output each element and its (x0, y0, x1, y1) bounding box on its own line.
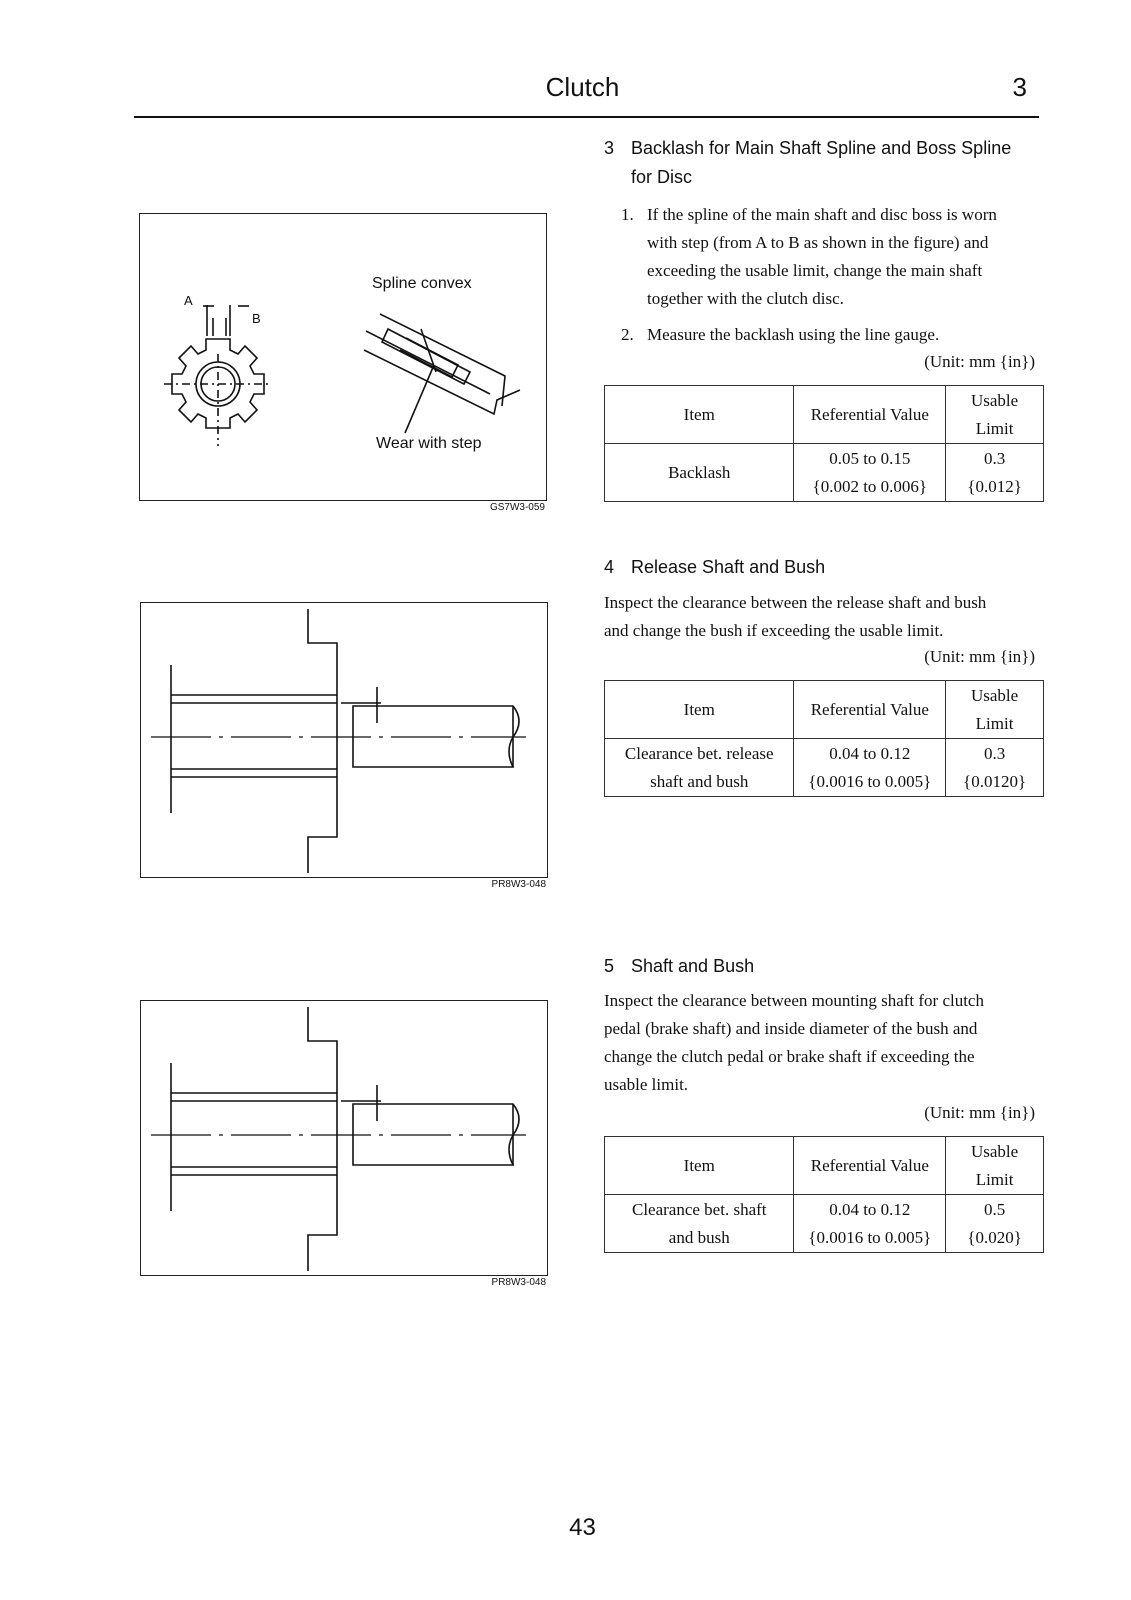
text-line: 0.3 (983, 448, 1006, 468)
table-cell-limit (946, 739, 1044, 797)
section-3-title-line2: for Disc (631, 167, 693, 187)
section-4-number: 4 (604, 557, 615, 577)
table-cell-limit (946, 444, 1044, 502)
section-5-title: Shaft and Bush (631, 956, 755, 976)
text-line: with step (from A to B as shown in the figure) and (647, 233, 989, 252)
text-line: 0.05 to 0.15 (829, 448, 911, 468)
spline-diagram (140, 214, 546, 500)
section-4-spec-table (604, 680, 1044, 797)
table-row (605, 1195, 1044, 1253)
text-line: 0.3 (983, 743, 1006, 763)
shaft-bush-diagram-2 (141, 1001, 547, 1275)
section-3-spec-table (604, 385, 1044, 502)
table-header-row (605, 386, 1044, 444)
text-line: Inspect the clearance between mounting shaft for clutch (604, 991, 984, 1010)
section-5-spec-table (604, 1136, 1044, 1253)
label-b: B (252, 311, 261, 326)
section-4-text (604, 589, 1044, 645)
table-header-ref: Referential Value (794, 681, 946, 739)
text-line: {0.0016 to 0.005} (808, 771, 932, 791)
text-line: 0.04 to 0.12 (829, 1199, 911, 1219)
text-line: Inspect the clearance between the release shaft and bush (604, 593, 987, 612)
table-cell-item (605, 739, 794, 797)
spline-figure (139, 213, 547, 501)
text-line: together with the clutch disc. (647, 289, 844, 308)
table-row (605, 444, 1044, 502)
section-5-number: 5 (604, 956, 615, 976)
section-3-item-2-num: 2. (621, 325, 634, 344)
section-3-item-2-text: Measure the backlash using the line gauge. (647, 325, 940, 344)
section-3-unit: (Unit: mm {in}) (924, 352, 1035, 371)
section-4-title: Release Shaft and Bush (631, 557, 826, 577)
table-header-row (605, 681, 1044, 739)
text-line: shaft and bush (650, 771, 749, 791)
table-row (605, 739, 1044, 797)
table-header-row (605, 1137, 1044, 1195)
table-header-item: Item (605, 681, 794, 739)
text-line: exceeding the usable limit, change the main shaft (647, 261, 983, 280)
text-line: {0.012} (967, 476, 1022, 496)
page-title: Clutch (545, 72, 620, 102)
text-line: and bush (668, 1227, 730, 1247)
table-header-limit (946, 681, 1044, 739)
section-5-text (604, 987, 1044, 1099)
section-3-number: 3 (604, 138, 615, 158)
section-3-title-line1: Backlash for Main Shaft Spline and Boss Spline (631, 138, 1012, 158)
text-line: 0.04 to 0.12 (829, 743, 911, 763)
table-cell-limit (946, 1195, 1044, 1253)
text-line: Backlash (668, 462, 731, 482)
section-3-title (631, 134, 1051, 192)
label-spline-convex: Spline convex (372, 275, 472, 292)
header-rule (134, 116, 1039, 118)
pedal-shaft-figure (140, 1000, 548, 1276)
table-header-ref: Referential Value (794, 386, 946, 444)
table-cell-item (605, 1195, 794, 1253)
release-shaft-figure (140, 602, 548, 878)
text-line: {0.002 to 0.006} (812, 476, 928, 496)
text-line: usable limit. (604, 1075, 689, 1094)
section-5-unit: (Unit: mm {in}) (924, 1103, 1035, 1122)
section-4-unit: (Unit: mm {in}) (924, 647, 1035, 666)
text-line: {0.0120} (963, 771, 1027, 791)
figure-1-id: GS7W3-059 (489, 502, 545, 513)
text-line: {0.0016 to 0.005} (808, 1227, 932, 1247)
text-line: Limit (975, 418, 1014, 438)
text-line: pedal (brake shaft) and inside diameter of the bush and (604, 1019, 978, 1038)
label-a: A (184, 293, 193, 308)
table-cell-ref (794, 444, 946, 502)
text-line: Clearance bet. shaft (631, 1199, 767, 1219)
shaft-bush-diagram-1 (141, 603, 547, 877)
text-line: Usable (970, 685, 1019, 705)
section-3-item-1-num: 1. (621, 205, 634, 224)
table-header-limit (946, 1137, 1044, 1195)
table-header-limit (946, 386, 1044, 444)
text-line: Clearance bet. release (624, 743, 774, 763)
text-line: If the spline of the main shaft and disc boss is worn (647, 205, 997, 224)
text-line: and change the bush if exceeding the usable limit. (604, 621, 944, 640)
text-line: Usable (970, 1141, 1019, 1161)
table-header-ref: Referential Value (794, 1137, 946, 1195)
text-line: Limit (975, 713, 1014, 733)
chapter-number: 3 (1012, 72, 1027, 102)
figure-3-id: PR8W3-048 (491, 1277, 546, 1288)
page-number: 43 (569, 1514, 596, 1541)
text-line: change the clutch pedal or brake shaft if exceeding the (604, 1047, 975, 1066)
section-3-item-1-text (647, 201, 1047, 313)
text-line: 0.5 (983, 1199, 1006, 1219)
text-line: Usable (970, 390, 1019, 410)
table-cell-item (605, 444, 794, 502)
figure-2-id: PR8W3-048 (491, 879, 546, 890)
text-line: {0.020} (967, 1227, 1022, 1247)
text-line: Limit (975, 1169, 1014, 1189)
table-cell-ref (794, 739, 946, 797)
table-header-item: Item (605, 386, 794, 444)
table-cell-ref (794, 1195, 946, 1253)
table-header-item: Item (605, 1137, 794, 1195)
label-wear-with-step: Wear with step (376, 435, 482, 452)
